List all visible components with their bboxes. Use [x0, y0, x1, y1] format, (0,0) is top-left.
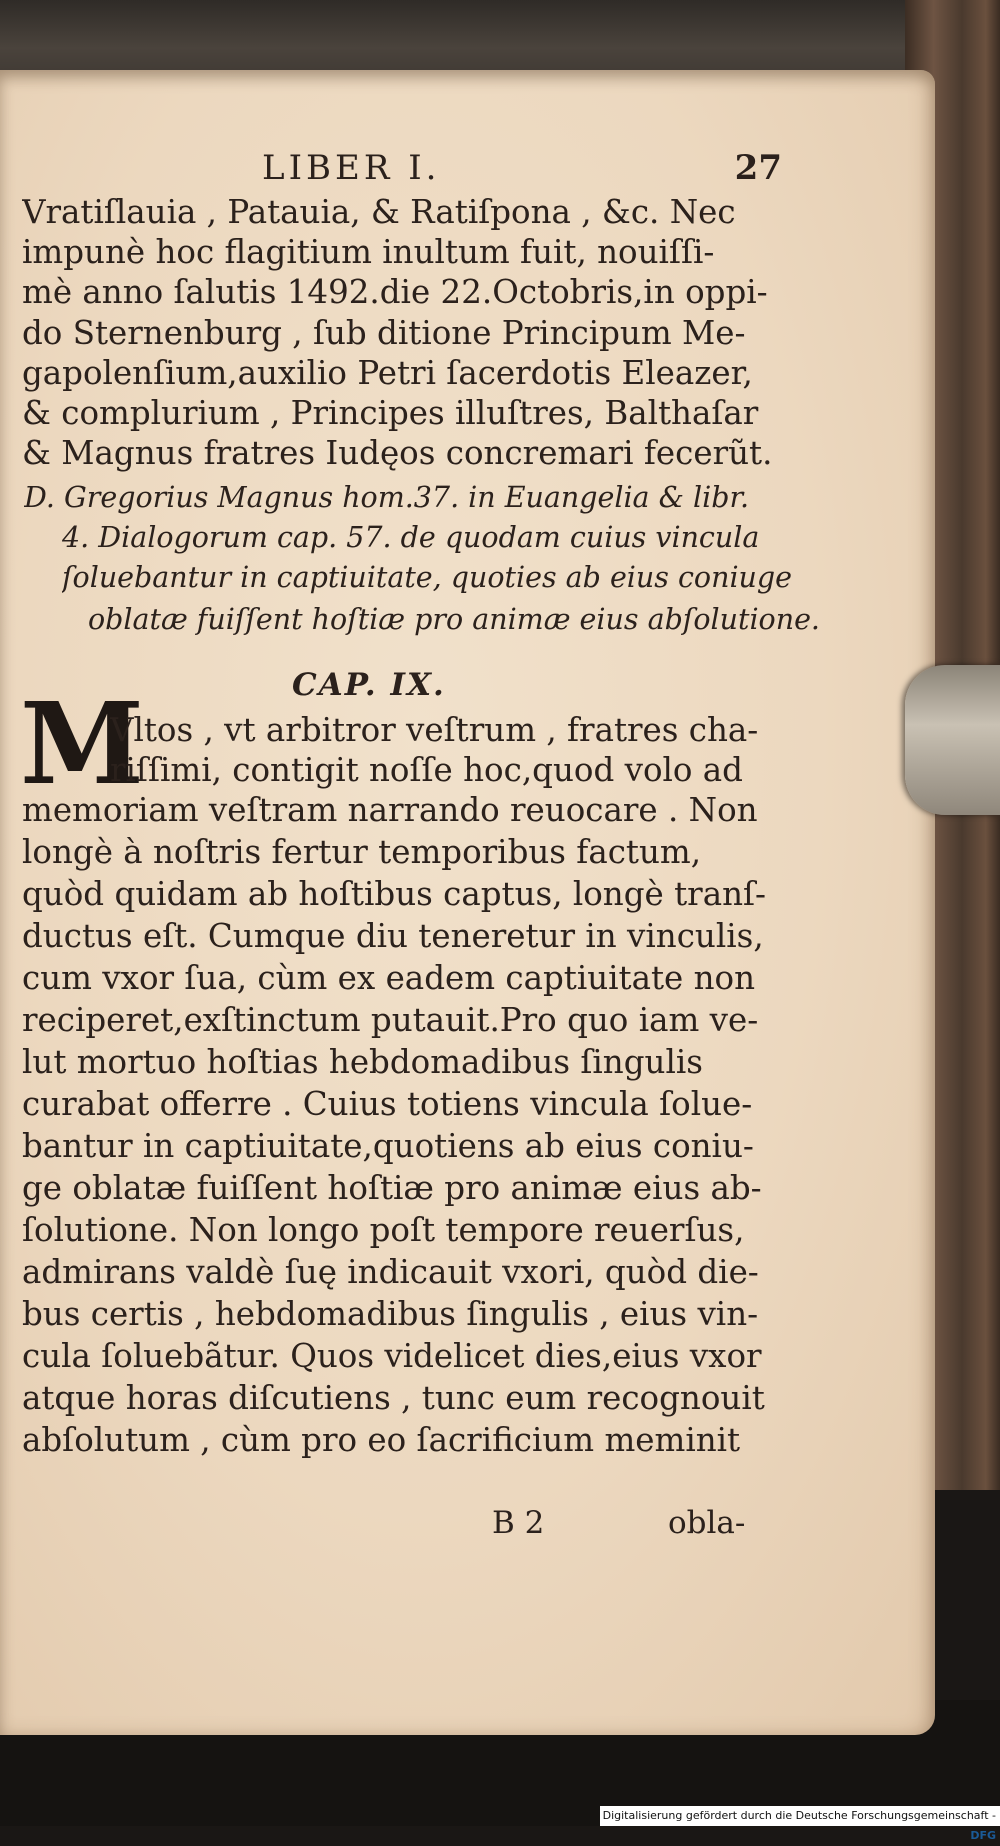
text-line: impunè hoc flagitium inultum fuit, nouiſſi- [22, 233, 715, 271]
text-line: ſolutione. Non longo poſt tempore reuerſus, [22, 1211, 745, 1249]
summary-line: oblatæ fuiſſent hoſtiæ pro animæ eius abſolutione. [88, 603, 820, 636]
text-line: memoriam veſtram narrando reuocare . Non [22, 791, 758, 829]
text-line: do Sternenburg , ſub ditione Principum Me- [22, 314, 746, 352]
summary-line: D. Gregorius Magnus hom.37. in Euangelia & libr. [24, 481, 750, 514]
text-line: quòd quidam ab hoſtibus captus, longè tranſ- [22, 875, 767, 913]
text-line: mè anno ſalutis 1492.die 22.Octobris,in oppi- [22, 273, 768, 311]
drop-capital: M [20, 679, 144, 810]
text-line: & Magnus fratres Iudęos concremari fecerũt. [22, 434, 773, 472]
summary-line: 4. Dialogorum cap. 57. de quodam cuius vincula [62, 521, 760, 554]
signature-mark: B 2 [492, 1505, 545, 1541]
text-line: abſolutum , cùm pro eo ſacrificium meminit [22, 1421, 741, 1459]
text-line: gapolenſium,auxilio Petri ſacerdotis Eleazer, [22, 354, 753, 392]
text-line: ge oblatæ fuiſſent hoſtiæ pro animæ eius ab- [22, 1169, 762, 1207]
text-line: bantur in captiuitate,quotiens ab eius coniu- [22, 1127, 754, 1165]
book-clasp [905, 665, 1000, 815]
summary-line: ſoluebantur in captiuitate, quoties ab eius coniuge [62, 561, 793, 594]
running-title: LIBER I. [262, 148, 441, 188]
text-line: admirans valdè ſuę indicauit vxori, quòd die- [22, 1253, 759, 1291]
dfg-logo: DFG [970, 1829, 996, 1842]
text-line: riſſimi, contigit noſſe hoc,quod volo ad [110, 751, 743, 789]
text-line: curabat offerre . Cuius totiens vincula ſolue- [22, 1085, 753, 1123]
text-line: longè à noſtris fertur temporibus factum, [22, 833, 702, 871]
page-number: 27 [734, 148, 782, 188]
text-line: cula ſoluebãtur. Quos videlicet dies,eius vxor [22, 1337, 762, 1375]
text-line: Vratiſlauia , Patauia, & Ratiſpona , &c. Nec [22, 193, 736, 231]
running-header [262, 148, 782, 188]
text-line: bus certis , hebdomadibus ſingulis , eius vin- [22, 1295, 759, 1333]
catchword: obla- [668, 1505, 746, 1541]
credit-text: Digitalisierung gefördert durch die Deutsche Forschungsgemeinschaft - [602, 1809, 996, 1822]
text-line: Vltos , vt arbitror veſtrum , fratres cha- [110, 711, 759, 749]
text-line: lut mortuo hoſtias hebdomadibus ſingulis [22, 1043, 703, 1081]
digitization-credit [600, 1806, 1000, 1842]
chapter-heading: CAP. IX. [292, 667, 446, 703]
text-line: cum vxor ſua, cùm ex eadem captiuitate non [22, 959, 756, 997]
text-line: ductus eſt. Cumque diu teneretur in vinculis, [22, 917, 764, 955]
text-line: reciperet,exſtinctum putauit.Pro quo iam ve- [22, 1001, 759, 1039]
text-line: atque horas diſcutiens , tunc eum recognouit [22, 1379, 765, 1417]
text-line: & complurium , Principes illuſtres, Balthaſar [22, 394, 759, 432]
